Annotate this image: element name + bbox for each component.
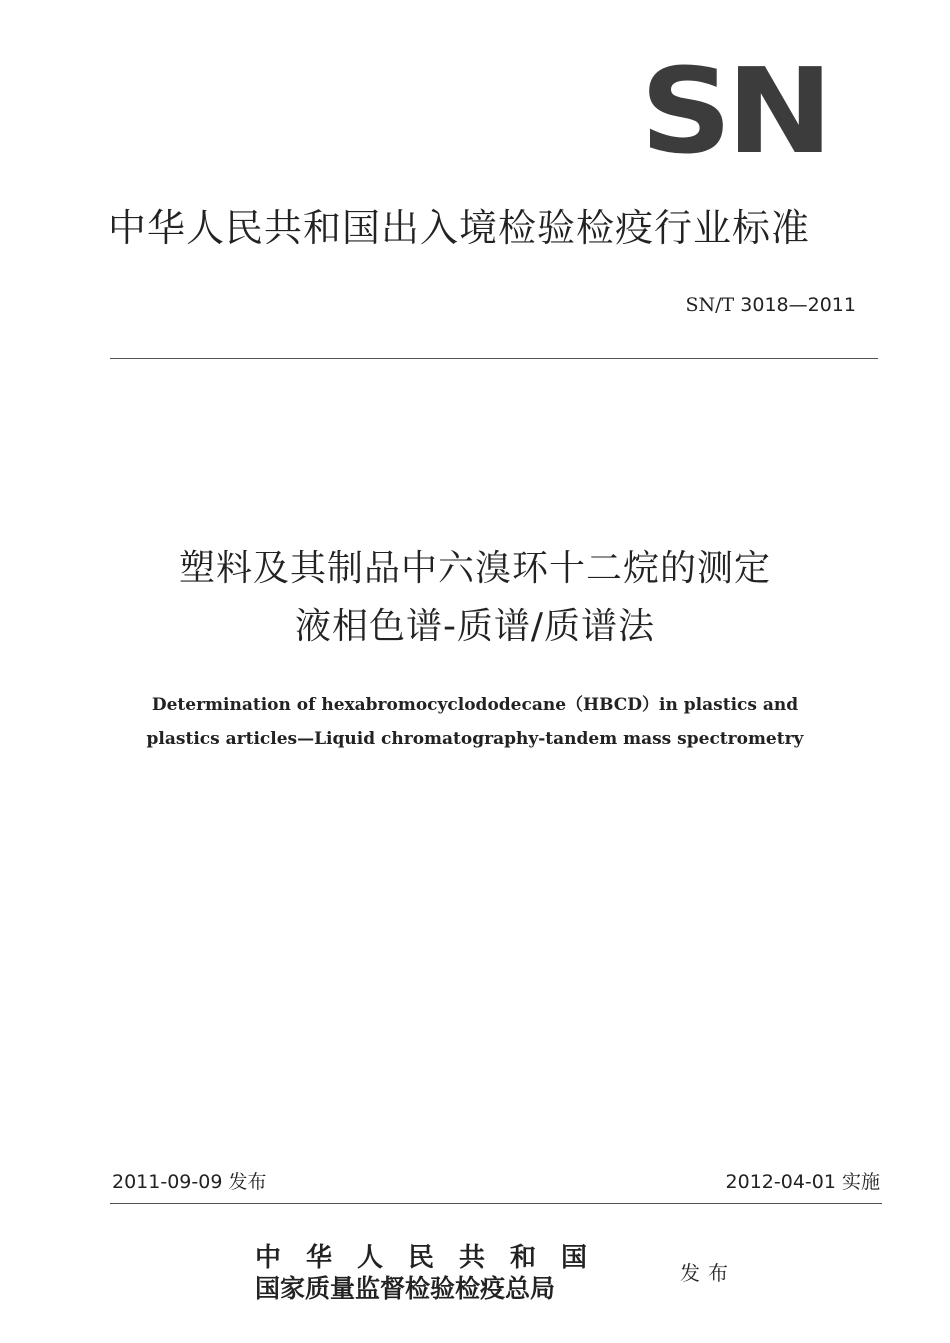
implementation-date: 2012-04-01 实施 — [725, 1171, 880, 1193]
publisher-line1: 中华人民共和国 — [255, 1243, 613, 1273]
top-divider — [110, 358, 878, 359]
publish-verb: 发布 — [680, 1261, 736, 1285]
title-en-line2: plastics articles—Liquid chromatography-tandem mass spectrometry — [146, 729, 804, 749]
standard-prefix: SN/T — [685, 294, 735, 316]
standard-code: 3018—2011 — [740, 294, 856, 316]
title-zh-line2: 液相色谱-质谱/质谱法 — [294, 606, 656, 647]
publisher-line2: 国家质量监督检验检疫总局 — [255, 1274, 556, 1303]
title-zh-line1: 塑料及其制品中六溴环十二烷的测定 — [178, 548, 771, 589]
title-en-line1: Determination of hexabromocyclododecane（HBCD）in plastics and — [151, 695, 799, 715]
sn-logo: SN — [640, 43, 828, 181]
bottom-divider — [110, 1203, 882, 1204]
issue-date: 2011-09-09 发布 — [112, 1171, 267, 1193]
standard-number — [686, 290, 856, 320]
org-title: 中华人民共和国出入境检验检疫行业标准 — [108, 206, 811, 250]
publisher-block — [255, 1242, 675, 1304]
title-zh-block — [0, 540, 950, 656]
title-en-block — [0, 688, 950, 756]
